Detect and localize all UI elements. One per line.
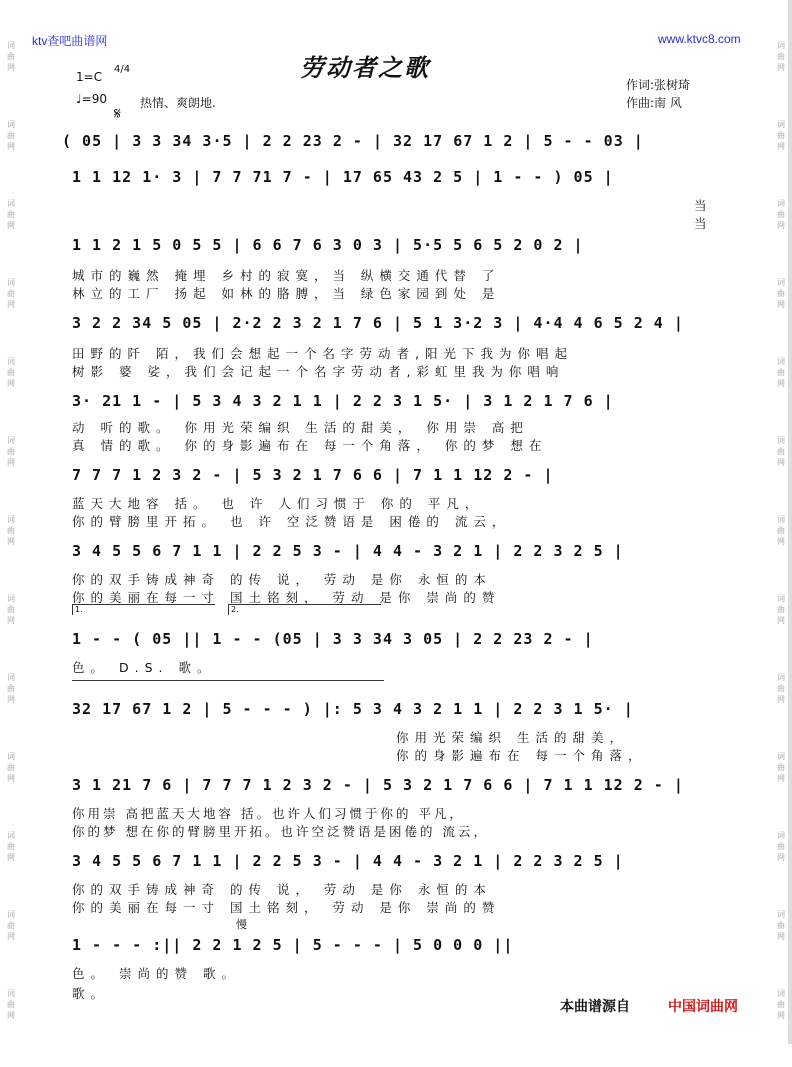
system-10-lyric-2: 你的梦 想在你的臂膀里开拓。也许空泛赞语是困倦的 流云， bbox=[72, 824, 489, 839]
system-2-notes: 1 1 12 1· 3 | 7 7 71 7 - | 17 65 43 2 5 | 1 - - ) 05 | bbox=[72, 168, 614, 186]
watermark-link-left[interactable]: ktv查吧曲谱网 bbox=[32, 34, 108, 48]
footer-brand[interactable]: 中国词曲网 bbox=[668, 999, 738, 1015]
system-6-lyric-2: 你的臂膀里开拓。 也 许 空泛赞语是 困倦的 流云， bbox=[72, 514, 511, 529]
key-signature: 1=C bbox=[76, 70, 103, 84]
system-11-lyric-1: 你的双手铸成神奇 的传 说， 劳动 是你 永恒的本 bbox=[72, 882, 492, 897]
system-9-lyric-2: 你的身影遍布在 每一个角落， bbox=[396, 748, 647, 763]
system-11-notes: 3 4 5 5 6 7 1 1 | 2 2 5 3 - | 4 4 - 3 2 1 | 2 2 3 2 5 | bbox=[72, 852, 624, 870]
system-10-notes: 3 1 21 7 6 | 7 7 7 1 2 3 2 - | 5 3 2 1 7 6 6 | 7 1 1 12 2 - | bbox=[72, 776, 684, 794]
system-3-lyric-1: 城市的巍然 掩埋 乡村的寂寞，当 纵横交通代替 了 bbox=[72, 268, 501, 283]
system-9-lyric-1: 你用光荣编织 生活的甜美， bbox=[396, 730, 628, 745]
system-12-lyric-1: 色。 崇尚的赞 歌。 bbox=[72, 966, 240, 981]
system-4-notes: 3 2 2 34 5 05 | 2·2 2 3 2 1 7 6 | 5 1 3·2 3 | 4·4 4 6 5 2 4 | bbox=[72, 314, 684, 332]
lyricist-credit: 作词:张树琦 bbox=[626, 78, 691, 92]
expression-marking: 热情、爽朗地. bbox=[140, 96, 216, 110]
system-8-notes: 1 - - ( 05 || 1 - - (05 | 3 3 34 3 05 | 2 2 23 2 - | bbox=[72, 630, 594, 648]
composer-credit: 作曲:南 风 bbox=[626, 96, 682, 110]
system-8-lyric-1: 色。 D.S. 歌。 bbox=[72, 660, 216, 675]
song-title: 劳动者之歌 bbox=[300, 53, 430, 82]
footer-source: 本曲谱源自 bbox=[560, 999, 630, 1015]
first-ending-bracket: 1. bbox=[72, 604, 215, 615]
system-2-pickup-1: 当 bbox=[694, 198, 713, 213]
side-watermark-right: 词曲网 词曲网 词曲网 词曲网 词曲网 词曲网 词曲网 词曲网 词曲网 词曲网 词曲网 词曲网 词曲网 bbox=[777, 41, 785, 1020]
system-12-notes: 1 - - - :|| 2 2 1 2 5 | 5 - - - | 5 0 0 0 || bbox=[72, 936, 514, 954]
system-6-notes: 7 7 7 1 2 3 2 - | 5 3 2 1 7 6 6 | 7 1 1 12 2 - | bbox=[72, 466, 554, 484]
system-4-lyric-1: 田野的阡 陌，我们会想起一个名字劳动者,阳光下我为你唱起 bbox=[72, 346, 573, 361]
system-9-notes: 32 17 67 1 2 | 5 - - - ) |: 5 3 4 3 2 1 1 | 2 2 3 1 5· | bbox=[72, 700, 634, 718]
system-5-lyric-2: 真 情的歌。 你的身影遍布在 每一个角落， 你的梦 想在 bbox=[72, 438, 548, 453]
system-5-lyric-1: 动 听的歌。 你用光荣编织 生活的甜美， 你用崇 高把 bbox=[72, 420, 529, 435]
time-signature: 4/4 bbox=[114, 64, 131, 75]
system-10-lyric-1: 你用崇 高把蓝天大地容 括。也许人们习惯于你的 平凡， bbox=[72, 806, 465, 821]
system-6-lyric-1: 蓝天大地容 括。 也 许 人们习惯于 你的 平凡， bbox=[72, 496, 484, 511]
ending-line bbox=[72, 680, 384, 681]
system-3-lyric-2: 林立的工厂 扬起 如林的胳膊，当 绿色家园到处 是 bbox=[72, 286, 501, 301]
second-ending-bracket: 2. bbox=[228, 604, 381, 615]
side-watermark-left: 词曲网 词曲网 词曲网 词曲网 词曲网 词曲网 词曲网 词曲网 词曲网 词曲网 词曲网 词曲网 词曲网 bbox=[7, 41, 15, 1020]
system-7-lyric-1: 你的双手铸成神奇 的传 说， 劳动 是你 永恒的本 bbox=[72, 572, 492, 587]
system-7-notes: 3 4 5 5 6 7 1 1 | 2 2 5 3 - | 4 4 - 3 2 1 | 2 2 3 2 5 | bbox=[72, 542, 624, 560]
watermark-link-right[interactable]: www.ktvc8.com bbox=[658, 32, 741, 46]
tempo-marking: ♩=90 bbox=[76, 92, 107, 106]
system-12-lyric-2: 歌。 bbox=[72, 986, 110, 1001]
system-7-lyric-2: 你的美丽在每一寸 国土铭刻， 劳动 是你 崇尚的赞 bbox=[72, 590, 501, 605]
system-2-pickup-2: 当 bbox=[694, 216, 713, 231]
system-4-lyric-2: 树影 婆 娑，我们会记起一个名字劳动者,彩虹里我为你唱响 bbox=[72, 364, 565, 379]
tempo-slow-marking: 慢 bbox=[236, 918, 247, 931]
system-11-lyric-2: 你的美丽在每一寸 国土铭刻， 劳动 是你 崇尚的赞 bbox=[72, 900, 501, 915]
system-5-notes: 3· 21 1 - | 5 3 4 3 2 1 1 | 2 2 3 1 5· | 3 1 2 1 7 6 | bbox=[72, 392, 614, 410]
system-1-notes: ( 05 | 3 3 34 3·5 | 2 2 23 2 - | 32 17 67 1 2 | 5 - - 03 | bbox=[62, 132, 644, 150]
page-edge bbox=[788, 0, 792, 1044]
system-3-notes: 1 1 2 1 5 0 5 5 | 6 6 7 6 3 0 3 | 5·5 5 6 5 2 0 2 | bbox=[72, 236, 584, 254]
segno-icon: 𝄋 bbox=[114, 104, 121, 123]
